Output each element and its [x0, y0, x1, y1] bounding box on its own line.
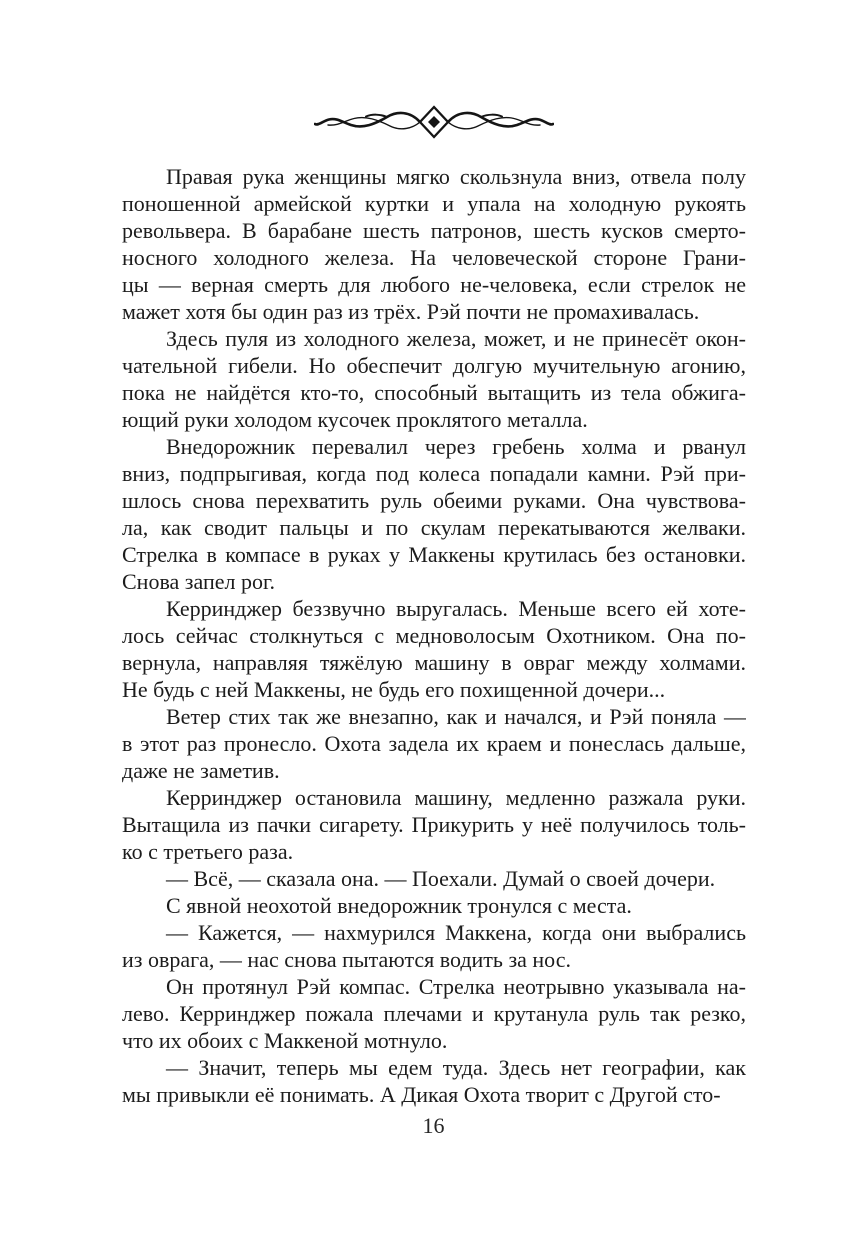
text-line: ющий руки холодом кусочек проклятого металла. [122, 407, 588, 432]
text-line: пока не найдётся кто-то, способный вытащить из тела обжига- [122, 380, 746, 405]
text-line: — Значит, теперь мы едем туда. Здесь нет географии, как [166, 1055, 746, 1080]
text-line: Ветер стих так же внезапно, как и начался, и Рэй поняла — [166, 704, 746, 729]
text-line: вниз, подпрыгивая, когда под колеса попадали камни. Рэй при- [122, 461, 746, 486]
text-line: ко с третьего раза. [122, 839, 294, 864]
text-line: лево. Керринджер пожала плечами и крутанула руль так резко, [122, 1001, 746, 1026]
text-line: револьвера. В барабане шесть патронов, шесть кусков смерто- [122, 218, 746, 243]
paragraph [122, 784, 746, 865]
text-line: Керринджер остановила машину, медленно разжала руки. [166, 785, 746, 810]
page-number: 16 [422, 1113, 445, 1138]
text-line: что их обоих с Маккеной мотнуло. [122, 1028, 448, 1053]
text-line: мажет хотя бы один раз из трёх. Рэй почти не промахивалась. [122, 299, 700, 324]
text-line: Он протянул Рэй компас. Стрелка неотрывно указывала на- [166, 974, 746, 999]
text-line: ла, как сводит пальцы и по скулам перекатываются желваки. [122, 515, 746, 540]
text-line: носного холодного железа. На человеческой стороне Грани- [122, 245, 746, 270]
paragraph [122, 973, 746, 1054]
text-line: даже не заметив. [122, 758, 280, 783]
text-line: мы привыкли её понимать. А Дикая Охота творит с Другой сто- [122, 1082, 721, 1107]
paragraph [122, 1054, 746, 1108]
text-line: — Кажется, — нахмурился Маккена, когда они выбрались [166, 920, 746, 945]
text-line: Вытащила из пачки сигарету. Прикурить у неё получилось толь- [122, 812, 746, 837]
text-line: Снова запел рог. [122, 569, 276, 594]
text-line: шлось снова перехватить руль обеими руками. Она чувствова- [122, 488, 746, 513]
paragraph [122, 919, 746, 973]
text-line: Керринджер беззвучно выругалась. Меньше всего ей хоте- [166, 596, 746, 621]
paragraph [122, 865, 746, 892]
text-line: С явной неохотой внедорожник тронулся с места. [166, 893, 632, 918]
text-line: Здесь пуля из холодного железа, может, и не принесёт окон- [166, 326, 746, 351]
text-line: вернула, направляя тяжёлую машину в овраг между холмами. [122, 650, 746, 675]
text-line: лось сейчас столкнуться с медноволосым Охотником. Она по- [122, 623, 746, 648]
text-line: чательной гибели. Но обеспечит долгую мучительную агонию, [122, 353, 746, 378]
text-line: в этот раз пронесло. Охота задела их краем и понеслась дальше, [122, 731, 746, 756]
paragraph [122, 163, 746, 325]
paragraph [122, 325, 746, 433]
paragraph [122, 892, 746, 919]
paragraph [122, 703, 746, 784]
text-line: Внедорожник перевалил через гребень холма и рванул [166, 434, 746, 459]
text-line: Не будь с ней Маккены, не будь его похищенной дочери... [122, 677, 666, 702]
paragraph [122, 433, 746, 595]
text-line: Стрелка в компасе в руках у Маккены крутилась без остановки. [122, 542, 746, 567]
text-line: поношенной армейской куртки и упала на холодную рукоять [122, 191, 746, 216]
flourish-divider-icon [314, 102, 554, 144]
text-line: из оврага, — нас снова пытаются водить за нос. [122, 947, 571, 972]
text-line: цы — верная смерть для любого не-человека, если стрелок не [122, 272, 746, 297]
body-text [122, 163, 746, 1108]
paragraph [122, 595, 746, 703]
text-line: — Всё, — сказала она. — Поехали. Думай о своей дочери. [166, 866, 716, 891]
divider-ornament [314, 102, 554, 144]
text-line: Правая рука женщины мягко скользнула вниз, отвела полу [166, 164, 746, 189]
